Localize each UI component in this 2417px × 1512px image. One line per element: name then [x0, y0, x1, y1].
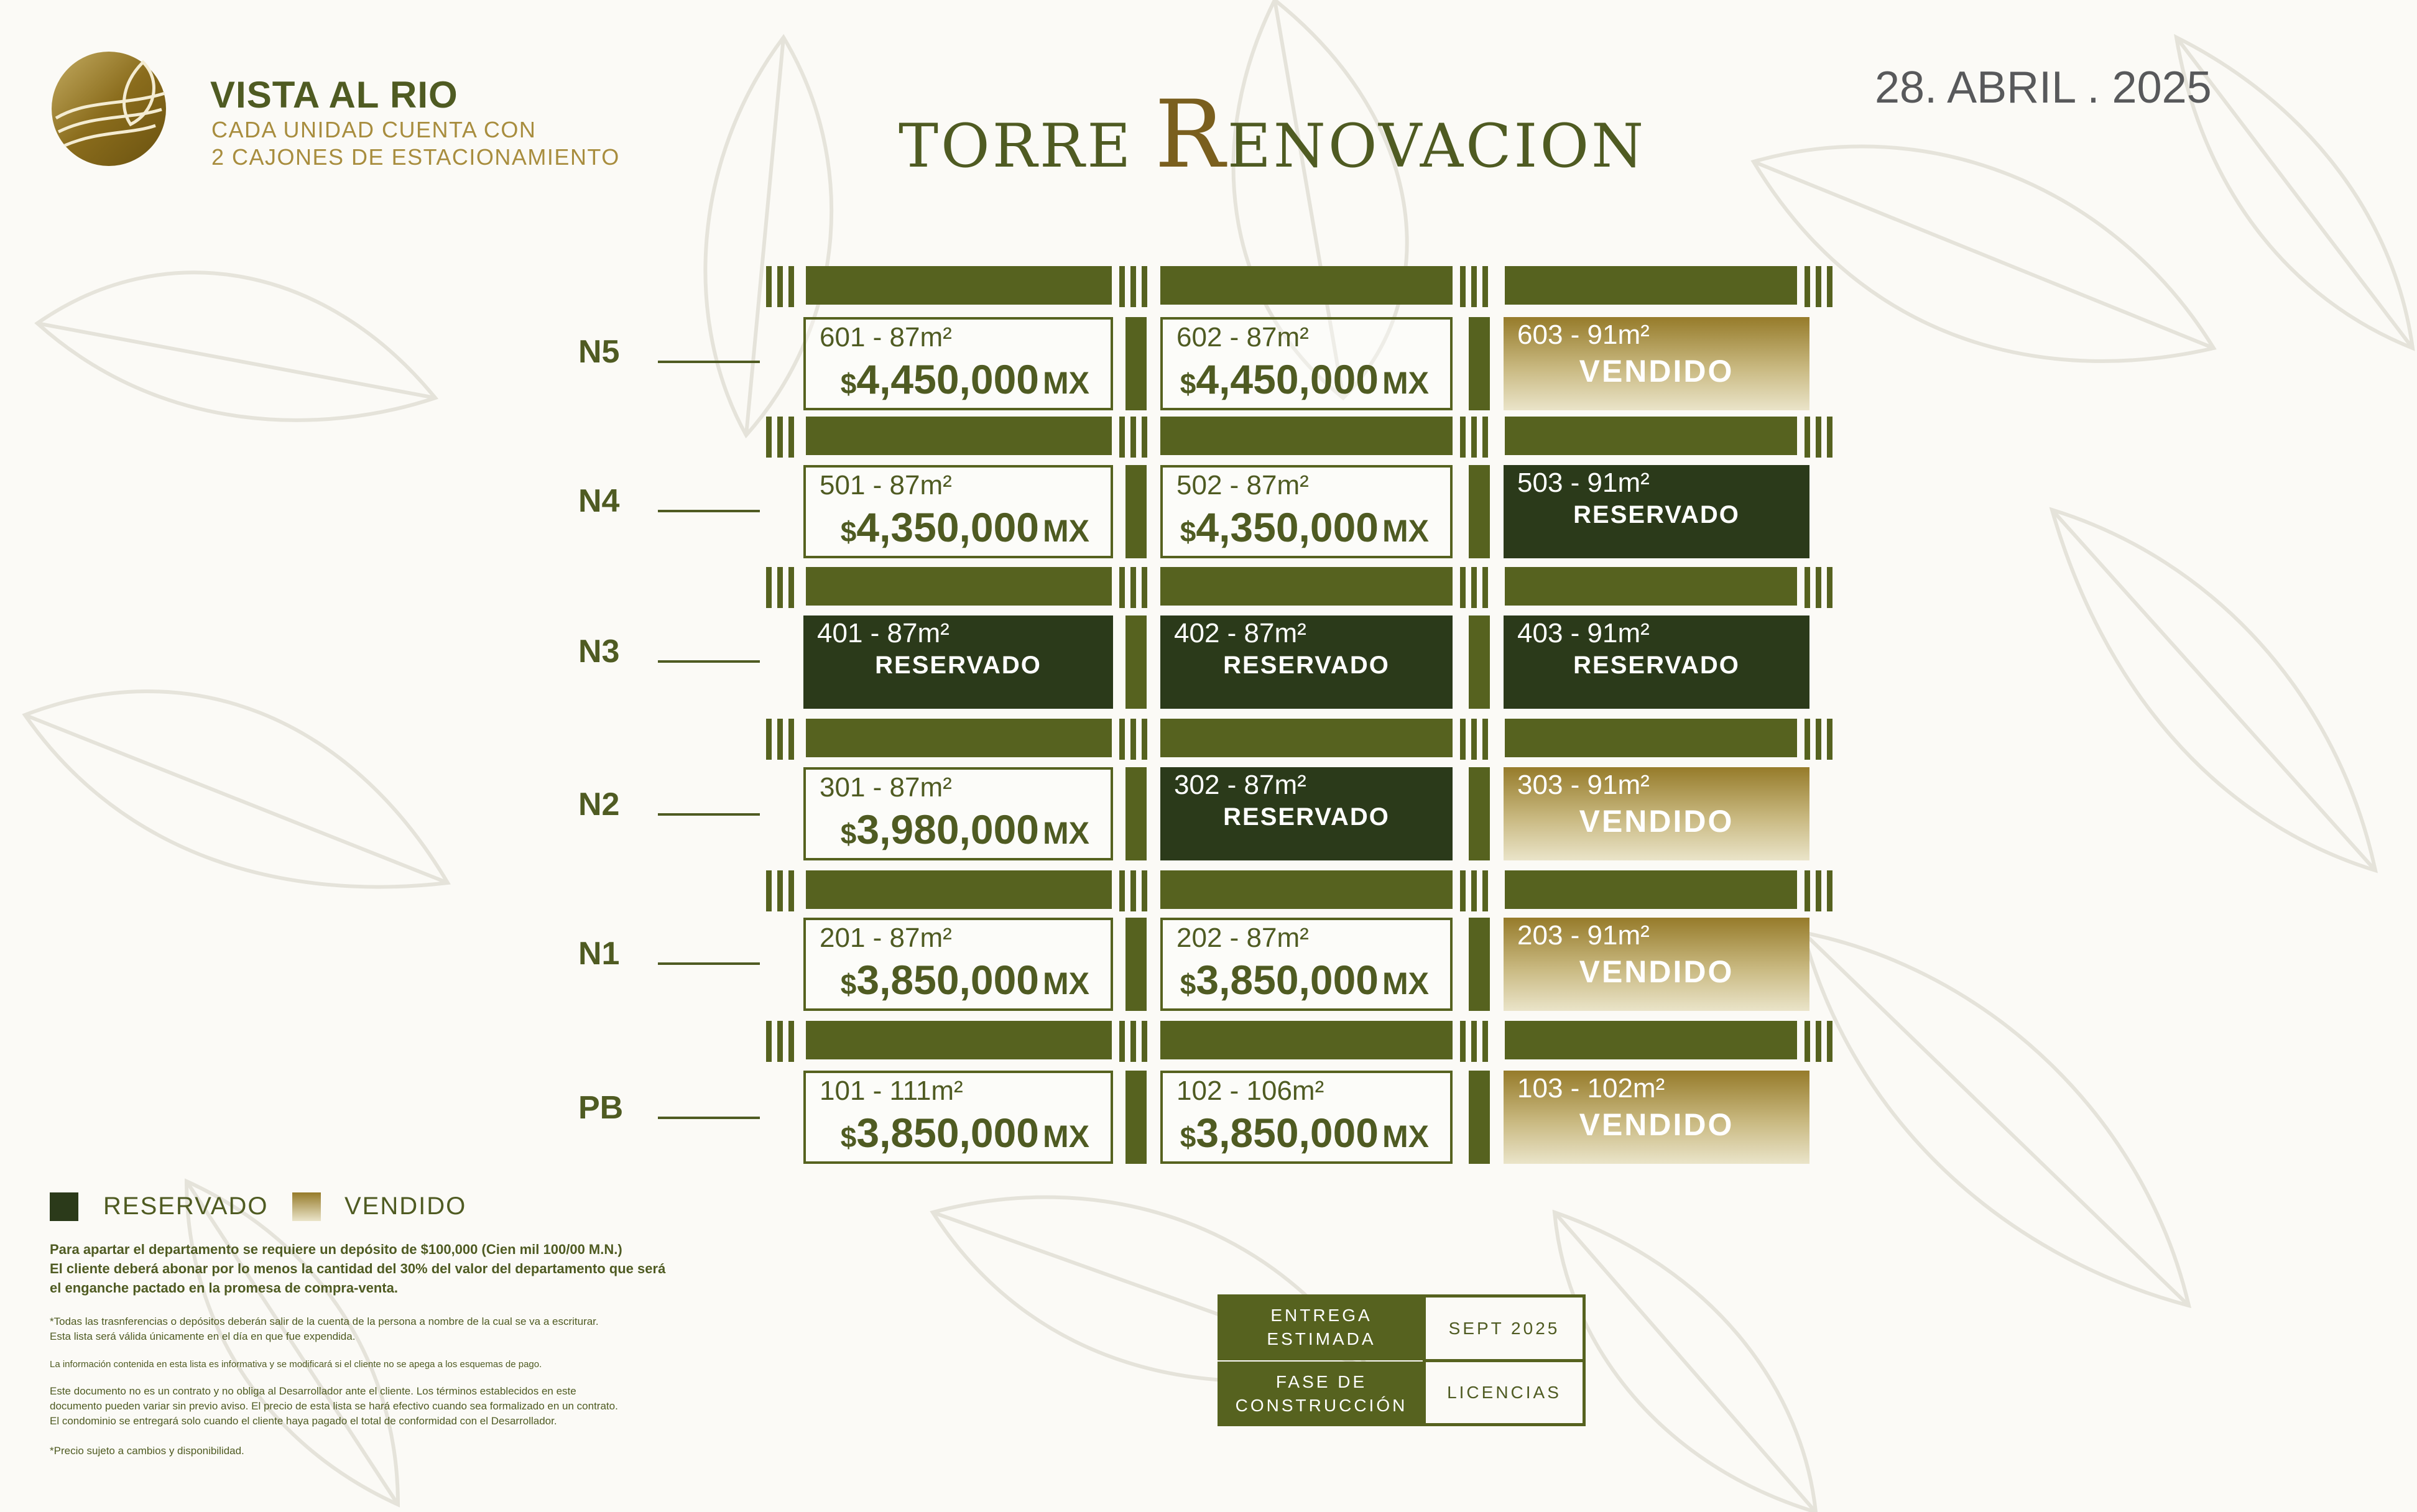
floor-beam	[806, 1021, 1112, 1059]
beam-stripes	[1460, 1021, 1494, 1062]
unit-id: 602 - 87m²	[1176, 322, 1309, 353]
unit-id: 401 - 87m²	[817, 618, 950, 648]
floor-label: PB	[578, 1090, 624, 1126]
currency-suffix: MX	[1382, 366, 1429, 400]
currency-suffix: MX	[1043, 1119, 1089, 1154]
unit-price	[841, 1109, 1089, 1156]
building-pillar	[1469, 465, 1490, 558]
beam-stripes	[1805, 719, 1838, 760]
unit-id: 303 - 91m²	[1517, 770, 1650, 800]
floor-beam	[1505, 266, 1797, 305]
unit-available[interactable]	[1160, 1071, 1453, 1164]
unit-status: VENDIDO	[1579, 954, 1734, 989]
entrega-label-line1: ENTREGA	[1270, 1306, 1372, 1325]
beam-stripes	[1460, 567, 1494, 608]
unit-id: 203 - 91m²	[1517, 920, 1650, 951]
unit-available[interactable]	[803, 317, 1113, 410]
unit-available[interactable]	[1160, 465, 1453, 558]
entrega-value: SEPT 2025	[1423, 1294, 1586, 1363]
info-note: La información contenida en esta lista es informativa y se modificará si el cliente no se apega a los esquemas de pago.	[50, 1359, 542, 1370]
unit-sold[interactable]	[1504, 317, 1809, 410]
floor-beam	[1160, 870, 1453, 909]
building-pillar	[1125, 317, 1147, 410]
floor-beam	[806, 266, 1112, 305]
currency-suffix: MX	[1382, 514, 1429, 548]
currency-symbol: $	[1180, 367, 1196, 400]
unit-id: 503 - 91m²	[1517, 468, 1650, 498]
unit-reserved[interactable]	[1504, 615, 1809, 709]
beam-stripes	[1119, 567, 1153, 608]
unit-reserved[interactable]	[1504, 465, 1809, 558]
unit-reserved[interactable]	[1160, 615, 1453, 709]
price-value: 4,450,000	[856, 356, 1039, 402]
floor-beam	[806, 567, 1112, 606]
unit-id: 501 - 87m²	[820, 470, 952, 500]
legend-vendido-label: VENDIDO	[344, 1192, 467, 1220]
beam-stripes	[1119, 417, 1153, 458]
currency-symbol: $	[1180, 515, 1196, 548]
floor-connector-line	[658, 510, 760, 512]
building-pillar	[1469, 767, 1490, 860]
price-value: 4,350,000	[1196, 504, 1379, 550]
unit-status: RESERVADO	[1573, 501, 1740, 528]
price-value: 3,850,000	[856, 957, 1039, 1003]
price-value: 4,450,000	[1196, 356, 1379, 402]
currency-symbol: $	[1180, 968, 1196, 1000]
building-pillar	[1469, 615, 1490, 709]
beam-stripes	[1805, 567, 1838, 608]
currency-symbol: $	[840, 515, 857, 548]
price-value: 3,980,000	[856, 806, 1039, 852]
beam-stripes	[1460, 719, 1494, 760]
beam-stripes	[1119, 1021, 1153, 1062]
fase-label	[1218, 1362, 1425, 1426]
building-pillar	[1125, 767, 1147, 860]
unit-status: VENDIDO	[1579, 354, 1734, 389]
brand-name: VISTA AL RIO	[210, 74, 458, 116]
beam-stripes	[1805, 1021, 1838, 1062]
beam-stripes	[1119, 870, 1153, 911]
unit-reserved[interactable]	[1160, 767, 1453, 860]
floor-beam	[1505, 719, 1797, 757]
unit-id: 402 - 87m²	[1174, 618, 1306, 648]
contract-note	[50, 1384, 796, 1429]
unit-sold[interactable]	[1504, 767, 1809, 860]
beam-stripes	[1119, 719, 1153, 760]
floor-label: N3	[578, 634, 620, 670]
unit-id: 502 - 87m²	[1176, 470, 1309, 500]
beam-stripes	[766, 870, 800, 911]
beam-stripes	[1460, 417, 1494, 458]
beam-stripes	[1460, 266, 1494, 307]
unit-sold[interactable]	[1504, 918, 1809, 1011]
unit-sold[interactable]	[1504, 1071, 1809, 1164]
legend-vendido-swatch	[292, 1192, 321, 1221]
deposit-note-line1: Para apartar el departamento se requiere un depósito de $100,000 (Cien mil 100/00 M.N.)	[50, 1242, 622, 1257]
entrega-label-line2: ESTIMADA	[1267, 1329, 1376, 1348]
beam-stripes	[1805, 870, 1838, 911]
building-pillar	[1469, 317, 1490, 410]
currency-symbol: $	[840, 367, 857, 400]
building-pillar	[1125, 465, 1147, 558]
currency-suffix: MX	[1043, 966, 1089, 1001]
unit-available[interactable]	[1160, 317, 1453, 410]
price-value: 3,850,000	[856, 1110, 1039, 1156]
currency-suffix: MX	[1043, 366, 1089, 400]
unit-reserved[interactable]	[803, 615, 1113, 709]
floor-connector-line	[658, 660, 760, 663]
unit-price	[841, 504, 1089, 551]
contract-note-line2: documento pueden variar sin previo aviso. El precio de esta lista se hará efectivo cuando sea formalizado en un contrato.	[50, 1400, 618, 1412]
floor-beam	[1505, 417, 1797, 455]
unit-status: VENDIDO	[1579, 804, 1734, 839]
unit-id: 101 - 111m²	[820, 1076, 963, 1106]
unit-id: 601 - 87m²	[820, 322, 952, 353]
brand-logo	[50, 50, 168, 168]
building-pillar	[1125, 918, 1147, 1011]
building-pillar	[1469, 918, 1490, 1011]
title-initial: R	[1154, 81, 1227, 189]
unit-price	[841, 806, 1089, 853]
unit-price	[1180, 1109, 1429, 1156]
floor-beam	[1505, 567, 1797, 606]
contract-note-line1: Este documento no es un contrato y no obliga al Desarrollador ante el cliente. Los términos establecidos en este	[50, 1385, 576, 1397]
unit-price	[1180, 504, 1429, 551]
transfer-note-line1: *Todas las trasnferencias o depósitos deberán salir de la cuenta de la persona a nombre de la cual se va a escriturar.	[50, 1316, 599, 1327]
floor-beam	[1160, 266, 1453, 305]
floor-beam	[806, 870, 1112, 909]
unit-id: 301 - 87m²	[820, 772, 952, 803]
unit-id: 603 - 91m²	[1517, 320, 1650, 350]
entrega-label	[1218, 1294, 1425, 1360]
unit-id: 202 - 87m²	[1176, 923, 1309, 953]
price-value: 4,350,000	[856, 504, 1039, 550]
unit-available[interactable]	[803, 465, 1113, 558]
building-pillar	[1125, 1071, 1147, 1164]
date-label: 28. ABRIL . 2025	[1875, 63, 2212, 113]
beam-stripes	[766, 417, 800, 458]
beam-stripes	[1805, 266, 1838, 307]
floor-label: N4	[578, 483, 620, 519]
unit-status: RESERVADO	[1223, 652, 1390, 679]
currency-suffix: MX	[1382, 1119, 1429, 1154]
floor-beam	[806, 417, 1112, 455]
floor-connector-line	[658, 962, 760, 965]
floor-beam	[806, 719, 1112, 757]
unit-id: 102 - 106m²	[1176, 1076, 1324, 1106]
currency-symbol: $	[840, 1121, 857, 1153]
beam-stripes	[766, 567, 800, 608]
unit-available[interactable]	[803, 918, 1113, 1011]
price-note: *Precio sujeto a cambios y disponibilidad.	[50, 1445, 244, 1457]
title-rest: ENOVACION	[1227, 111, 1647, 181]
floor-beam	[1160, 417, 1453, 455]
beam-stripes	[766, 719, 800, 760]
floor-label: N2	[578, 786, 620, 823]
unit-available[interactable]	[803, 1071, 1113, 1164]
deposit-note-line2: El cliente deberá abonar por lo menos la cantidad del 30% del valor del departamento que será	[50, 1261, 666, 1276]
beam-stripes	[1119, 266, 1153, 307]
unit-id: 302 - 87m²	[1174, 770, 1306, 800]
unit-status: RESERVADO	[1573, 652, 1740, 679]
price-value: 3,850,000	[1196, 957, 1379, 1003]
transfer-note	[50, 1314, 796, 1344]
brand-subtitle-line2: 2 CAJONES DE ESTACIONAMIENTO	[211, 144, 620, 170]
beam-stripes	[1805, 417, 1838, 458]
unit-status: RESERVADO	[1223, 803, 1390, 831]
beam-stripes	[766, 1021, 800, 1062]
contract-note-line3: El condominio se entregará solo cuando el cliente haya pagado el total de conformidad con el Desarrollador.	[50, 1415, 557, 1427]
floor-connector-line	[658, 361, 760, 363]
floor-connector-line	[658, 813, 760, 816]
brand-subtitle-line1: CADA UNIDAD CUENTA CON	[211, 117, 537, 142]
currency-symbol: $	[840, 968, 857, 1000]
unit-id: 103 - 102m²	[1517, 1073, 1665, 1104]
unit-available[interactable]	[803, 767, 1113, 860]
unit-price	[1180, 356, 1429, 403]
beam-stripes	[1460, 870, 1494, 911]
floor-beam	[1160, 719, 1453, 757]
currency-suffix: MX	[1043, 514, 1089, 548]
currency-suffix: MX	[1382, 966, 1429, 1001]
page-title	[899, 81, 1646, 189]
floor-label: N1	[578, 936, 620, 972]
title-first-word: TORRE	[899, 111, 1155, 181]
unit-price	[841, 956, 1089, 1003]
floor-beam	[1505, 1021, 1797, 1059]
building-pillar	[1125, 615, 1147, 709]
fase-label-line1: FASE DE	[1275, 1372, 1367, 1391]
unit-price	[1180, 956, 1429, 1003]
beam-stripes	[766, 266, 800, 307]
fase-label-line2: CONSTRUCCIÓN	[1235, 1396, 1408, 1415]
currency-symbol: $	[1180, 1121, 1196, 1153]
deposit-note	[50, 1240, 796, 1298]
unit-id: 403 - 91m²	[1517, 618, 1650, 648]
legend-reservado-swatch	[50, 1192, 78, 1221]
floor-connector-line	[658, 1117, 760, 1119]
unit-price	[841, 356, 1089, 403]
transfer-note-line2: Esta lista será válida únicamente en el día en que fue expendida.	[50, 1330, 356, 1342]
legend-reservado-label: RESERVADO	[103, 1192, 269, 1220]
price-value: 3,850,000	[1196, 1110, 1379, 1156]
unit-status: VENDIDO	[1579, 1107, 1734, 1142]
unit-status: RESERVADO	[875, 652, 1042, 679]
deposit-note-line3: el enganche pactado en la promesa de compra-venta.	[50, 1280, 398, 1296]
currency-symbol: $	[840, 818, 857, 850]
floor-beam	[1160, 567, 1453, 606]
fase-value: LICENCIAS	[1423, 1359, 1586, 1426]
unit-id: 201 - 87m²	[820, 923, 952, 953]
floor-beam	[1505, 870, 1797, 909]
currency-suffix: MX	[1043, 816, 1089, 850]
unit-available[interactable]	[1160, 918, 1453, 1011]
floor-label: N5	[578, 334, 620, 370]
building-pillar	[1469, 1071, 1490, 1164]
floor-beam	[1160, 1021, 1453, 1059]
